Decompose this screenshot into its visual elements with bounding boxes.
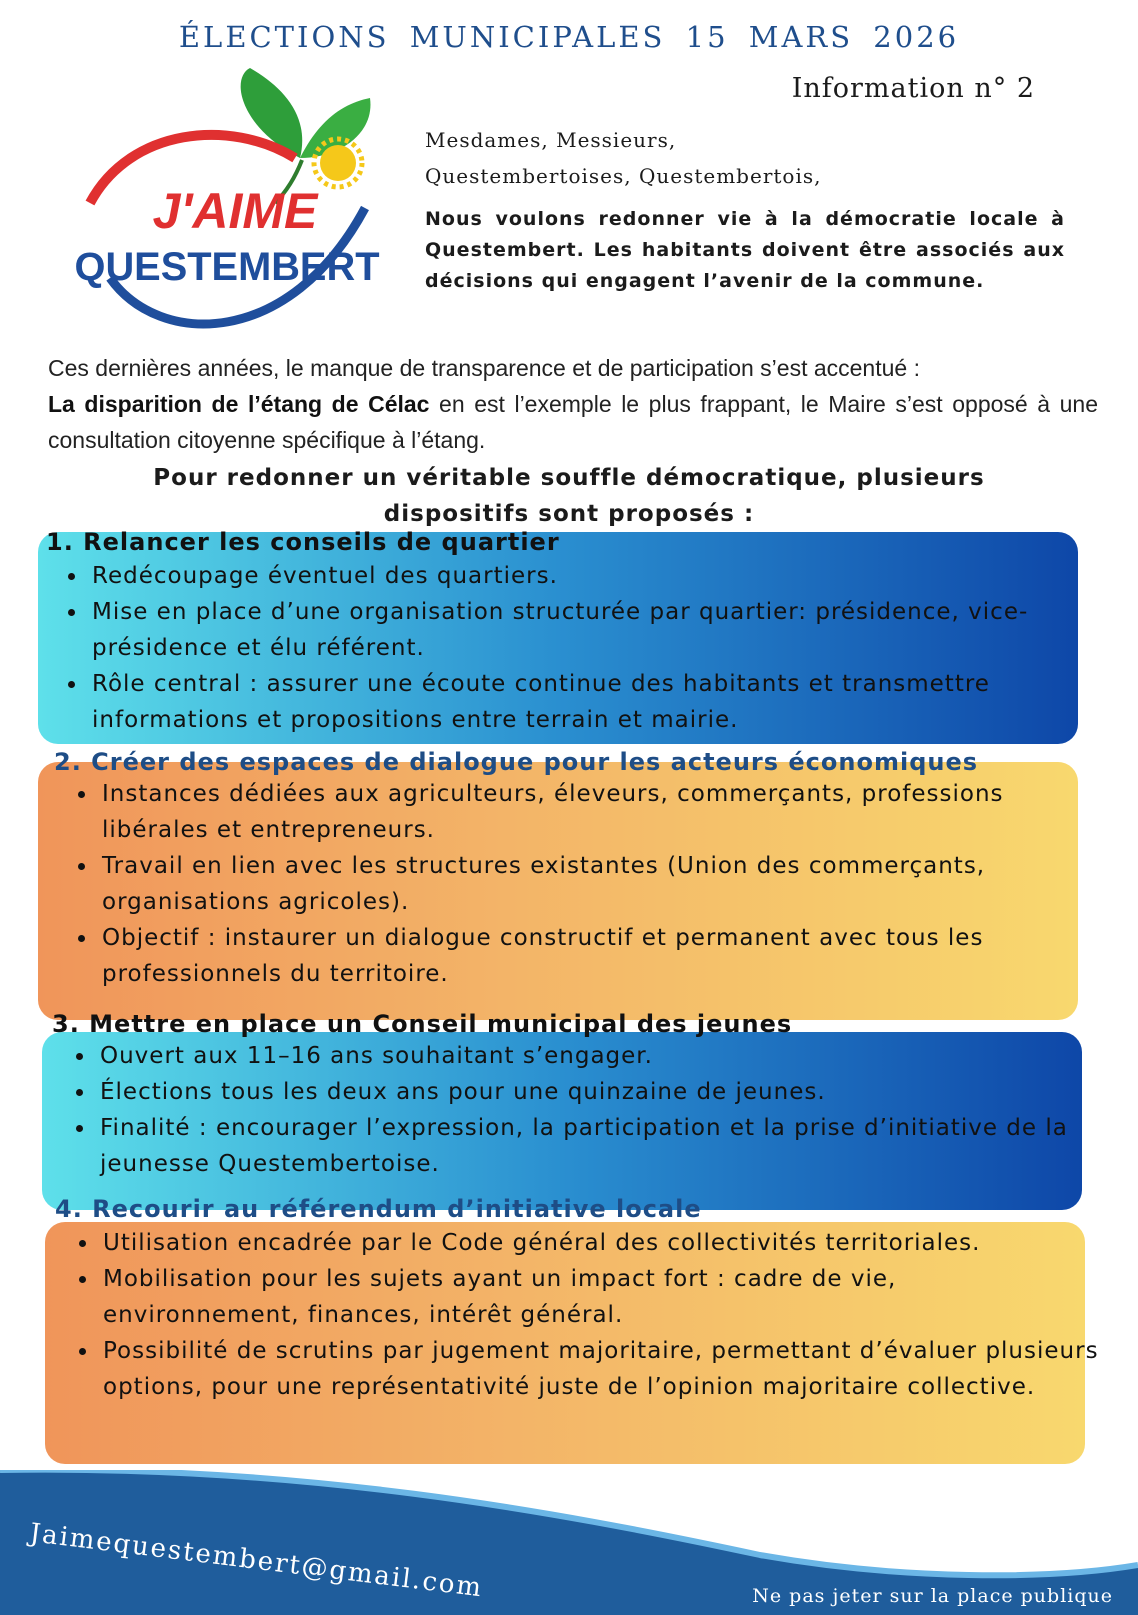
list-item: • Redécoupage éventuel des quartiers.: [88, 558, 1088, 594]
logo: [70, 68, 400, 348]
list-item: • Utilisation encadrée par le Code général des collectivités territoriales.: [99, 1225, 1099, 1261]
headline-line2: dispositifs sont proposés :: [383, 501, 755, 527]
info-number: Information n° 2: [791, 73, 1035, 104]
section-1-title: 1. Relancer les conseils de quartier: [46, 528, 560, 556]
section-4-list: [51, 1225, 1099, 1405]
greeting-line1: Mesdames, Messieurs,: [425, 128, 677, 152]
list-item: • Mise en place d’une organisation structurée par quartier: présidence, vice-présidence et élu référent.: [88, 594, 1088, 666]
list-item: • Finalité : encourager l’expression, la participation et la prise d’initiative de la jeunesse Questembertoise.: [96, 1110, 1096, 1182]
list-item: • Instances dédiées aux agriculteurs, éleveurs, commerçants, professions libérales et entrepreneurs.: [98, 776, 1098, 848]
footer-note: Ne pas jeter sur la place publique: [752, 1585, 1113, 1607]
list-item: • Mobilisation pour les sujets ayant un impact fort : cadre de vie, environnement, finances, intérêt général.: [99, 1261, 1099, 1333]
section-1-box: [38, 528, 1078, 744]
context-line1: Ces dernières années, le manque de transparence et de participation s’est accentué :: [48, 355, 920, 381]
list-item: • Objectif : instaurer un dialogue constructif et permanent avec tous les professionnels du territoire.: [98, 920, 1098, 992]
logo-graphic: [70, 68, 400, 348]
context-bold: La disparition de l’étang de Célac: [48, 391, 430, 417]
greeting-line2: Questembertoises, Questembertois,: [425, 164, 822, 188]
section-2-title: 2. Créer des espaces de dialogue pour les acteurs économiques: [54, 748, 979, 776]
list-item: • Ouvert aux 11–16 ans souhaitant s’engager.: [96, 1038, 1096, 1074]
context-paragraph: [48, 350, 1098, 458]
section-1-list: [40, 558, 1088, 738]
header-title: ÉLECTIONS MUNICIPALES 15 MARS 2026: [178, 20, 960, 54]
headline-line1: Pour redonner un véritable souffle démocratique, plusieurs: [153, 465, 985, 491]
list-item: • Travail en lien avec les structures existantes (Union des commerçants, organisations agricoles).: [98, 848, 1098, 920]
section-3-box: [42, 1010, 1082, 1210]
section-2-box: [38, 748, 1078, 1020]
logo-text-line1: J'AIME: [152, 183, 318, 239]
logo-text-line2: QUESTEMBERT: [74, 245, 380, 289]
contact-email-link[interactable]: Jaimequestembert@gmail.com: [28, 1518, 485, 1604]
section-2-list: [50, 776, 1098, 992]
intro-paragraph: Nous voulons redonner vie à la démocratie locale à Questembert. Les habitants doivent être associés aux décisions qui engagent l’avenir de la commune.: [425, 208, 1065, 292]
list-item: • Possibilité de scrutins par jugement majoritaire, permettant d’évaluer plusieurs options, pour une représentativité juste de l’opinion majoritaire collective.: [99, 1333, 1099, 1405]
list-item: • Élections tous les deux ans pour une quinzaine de jeunes.: [96, 1074, 1096, 1110]
section-3-list: [48, 1038, 1096, 1182]
context-rest: en est l’exemple le plus frappant, le Maire s’est opposé à une consultation citoyenne spécifique à l’étang.: [48, 391, 1099, 453]
list-item: • Rôle central : assurer une écoute continue des habitants et transmettre informations et propositions entre terrain et mairie.: [88, 666, 1088, 738]
section-4-title: 4. Recourir au référendum d’initiative locale: [55, 1195, 702, 1223]
headline: [60, 460, 1078, 532]
section-3-title: 3. Mettre en place un Conseil municipal des jeunes: [52, 1010, 793, 1038]
section-4-box: [45, 1195, 1099, 1464]
